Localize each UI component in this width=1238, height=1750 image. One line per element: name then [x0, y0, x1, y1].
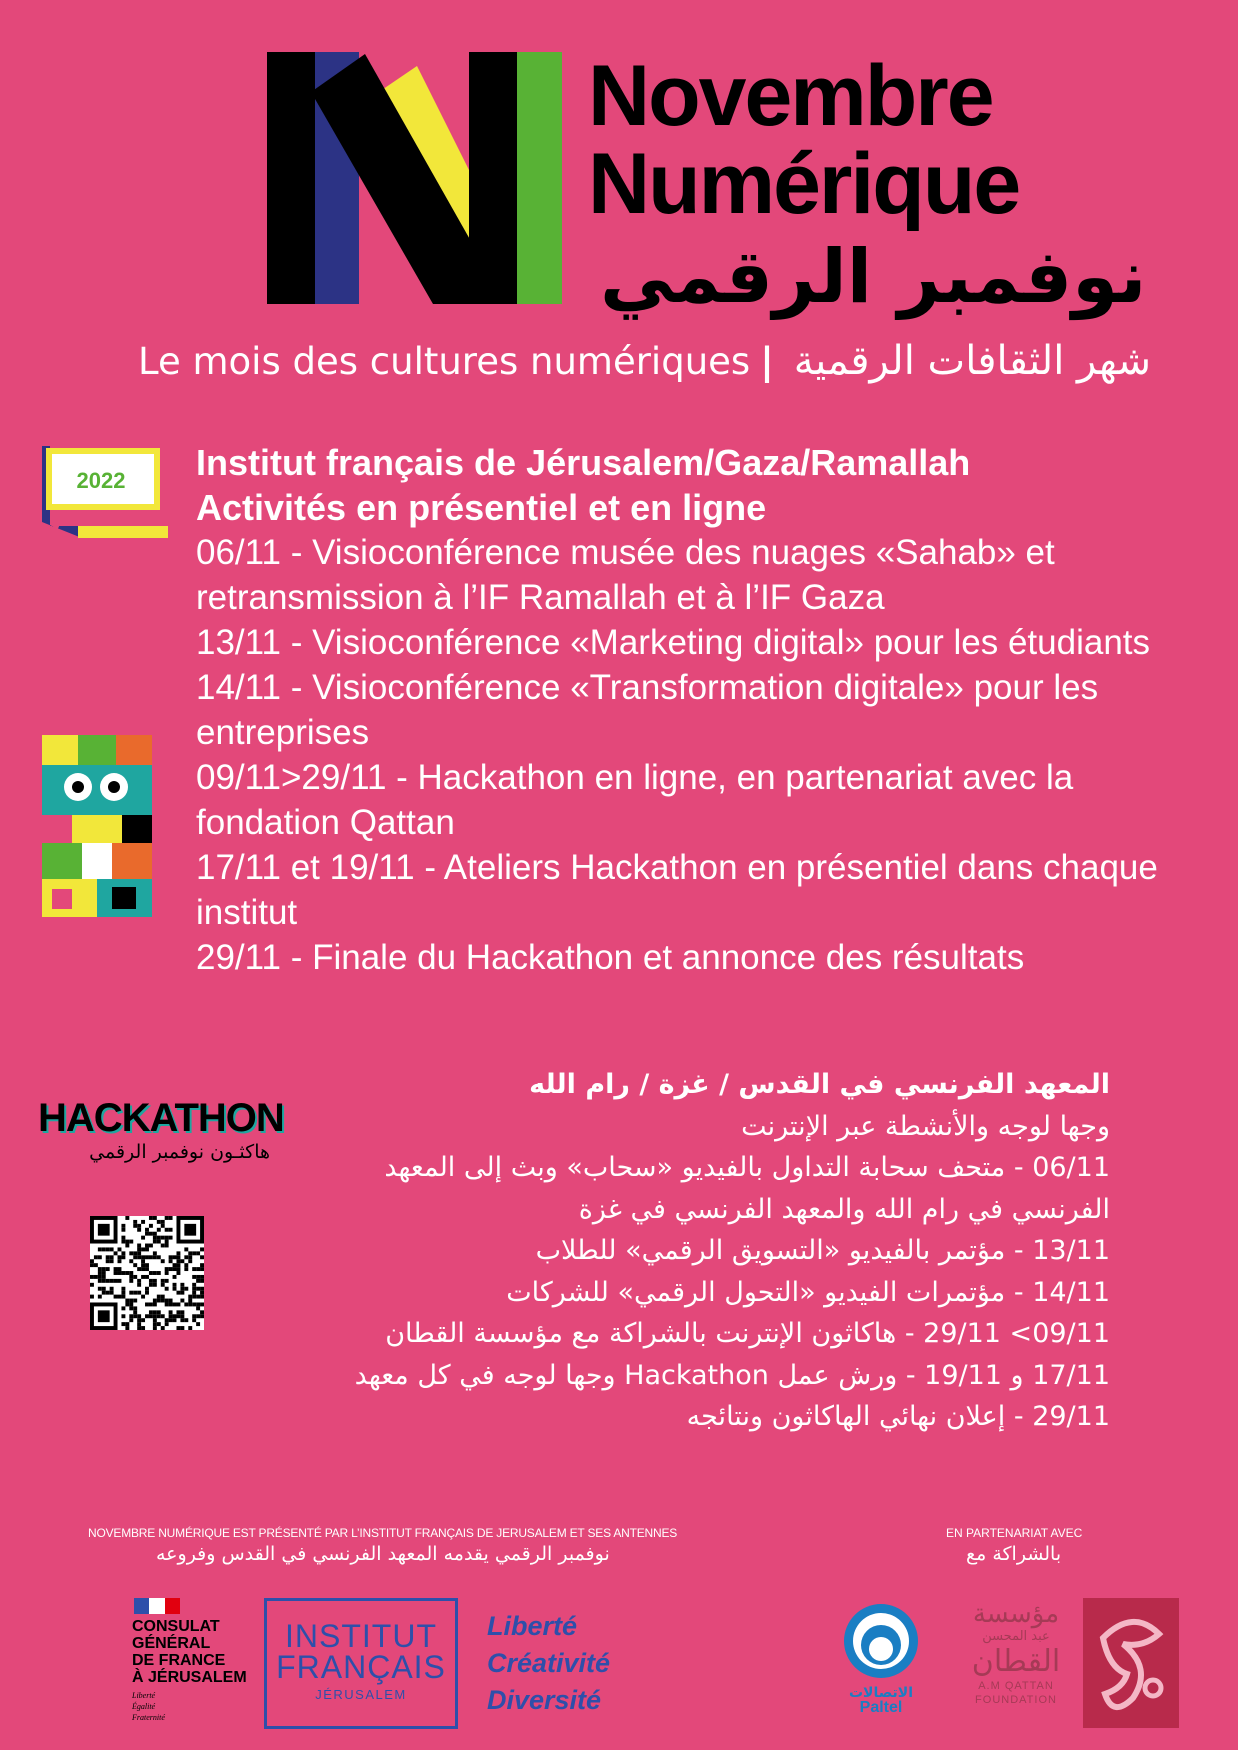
qattan-ar-1: مؤسسة	[972, 1599, 1060, 1629]
list-item: 29/11 - Finale du Hackathon et annonce des résultats	[196, 938, 1025, 977]
hackathon-logo-en: HACKATHON	[38, 1096, 284, 1140]
list-item: 06/11 - متحف سحابة التداول بالفيديو «سحاب» وبث إلى المعهد	[384, 1152, 1110, 1183]
value-liberte: Liberté	[487, 1611, 578, 1641]
qattan-calligraphy-icon	[1083, 1598, 1179, 1728]
hackathon-logo-ar: هاكثـون نوفمبر الرقمي	[89, 1141, 270, 1163]
page-title	[588, 48, 1020, 232]
paltel-swirl-icon	[843, 1603, 919, 1679]
list-item: 17/11 et 19/11 - Ateliers Hackathon en présentiel dans chaque institut	[196, 848, 1158, 932]
qattan-foundation-logo	[958, 1600, 1074, 1707]
subtitle	[138, 336, 1178, 387]
consulat-line: À JÉRUSALEM	[132, 1669, 247, 1686]
novembre-numerique-logo-icon	[267, 52, 562, 304]
fr-heading-activites: Activités en présentiel et en ligne	[196, 487, 767, 528]
qattan-en-2: FOUNDATION	[975, 1694, 1057, 1706]
partner-label-ar: بالشراكة مع	[966, 1543, 1062, 1565]
badge-year: 2022	[76, 468, 126, 493]
fr-heading-institut: Institut français de Jérusalem/Gaza/Ramallah	[196, 442, 971, 483]
list-item: 14/11 - مؤتمرات الفيديو «التحول الرقمي» للشركات	[506, 1276, 1110, 1308]
partner-label-fr: EN PARTENARIAT AVEC	[946, 1526, 1083, 1540]
ar-heading-institut: المعهد الفرنسي في القدس / غزة / رام الله	[529, 1069, 1110, 1100]
value-diversite: Diversité	[487, 1685, 602, 1715]
list-item: 13/11 - Visioconférence «Marketing digital» pour les étudiants	[196, 623, 1151, 662]
consulat-line: CONSULAT	[132, 1618, 220, 1635]
title-line-2: Numérique	[588, 136, 1020, 232]
title-arabic: نوفمبر الرقمي	[600, 234, 1147, 320]
list-item: 09/11> 29/11 - هاكاثون الإنترنت بالشراكة مع مؤسسة القطان	[385, 1318, 1110, 1349]
consulat-line: GÉNÉRAL	[132, 1635, 211, 1652]
presented-by-fr: NOVEMBRE NUMÉRIQUE EST PRÉSENTÉ PAR L’INSTITUT FRANÇAIS DE JERUSALEM ET SES ANTENNES	[88, 1526, 678, 1540]
motto-line: Liberté	[132, 1691, 156, 1700]
paltel-en: Paltel	[859, 1699, 903, 1716]
qattan-en-1: A.M QATTAN	[978, 1680, 1054, 1692]
subtitle-ar: شهر الثقافات الرقمية	[793, 338, 1152, 384]
values-text	[487, 1608, 610, 1719]
presented-by-ar: نوفمبر الرقمي يقدمه المعهد الفرنسي في القدس وفروعه	[156, 1543, 610, 1565]
qattan-ar-3: القطان	[971, 1644, 1061, 1679]
qattan-ar-2: عبد المحسن	[982, 1629, 1050, 1644]
hackathon-logo	[38, 1096, 284, 1164]
consulat-logo	[132, 1598, 262, 1723]
institut-francais-logo	[264, 1598, 458, 1729]
ar-heading-activites: وجها لوجه والأنشطة عبر الإنترنت	[741, 1110, 1110, 1142]
french-flag-icon	[134, 1598, 180, 1614]
subtitle-separator: |	[760, 340, 774, 383]
list-item: 09/11>29/11 - Hackathon en ligne, en partenariat avec la fondation Qattan	[196, 758, 1074, 842]
list-item: 17/11 و 19/11 - ورش عمل Hackathon وجها لوجه في كل معهد	[354, 1359, 1110, 1391]
list-item: 13/11 - مؤتمر بالفيديو «التسويق الرقمي» للطلاب	[535, 1235, 1110, 1266]
paltel-logo	[840, 1603, 922, 1715]
consulat-line: DE FRANCE	[132, 1652, 226, 1669]
list-item: الفرنسي في رام الله والمعهد الفرنسي في غزة	[578, 1193, 1110, 1225]
institut-line-3: JÉRUSALEM	[315, 1687, 407, 1702]
motto-line: Fraternité	[132, 1713, 165, 1722]
list-item: 14/11 - Visioconférence «Transformation digitale» pour les entreprises	[196, 668, 1099, 752]
list-item: 06/11 - Visioconférence musée des nuages «Sahab» et retransmission à l’IF Ramallah et à l’IF Gaza	[196, 533, 1055, 617]
paltel-ar: الاتصالات	[848, 1685, 914, 1701]
title-line-1: Novembre	[588, 48, 993, 144]
value-creativite: Créativité	[487, 1648, 611, 1678]
list-item: 29/11 - إعلان نهائي الهاكاثون ونتائجه	[686, 1401, 1110, 1432]
arabic-activities	[250, 1064, 1110, 1438]
qr-code-icon[interactable]	[90, 1216, 204, 1330]
french-activities	[196, 440, 1206, 980]
institut-line-2: FRANÇAIS	[276, 1649, 446, 1685]
poster-thumbnail-icon	[42, 735, 152, 917]
motto-line: Égalité	[132, 1702, 156, 1711]
institut-line-1: INSTITUT	[285, 1618, 437, 1654]
subtitle-fr: Le mois des cultures numériques	[138, 340, 751, 383]
